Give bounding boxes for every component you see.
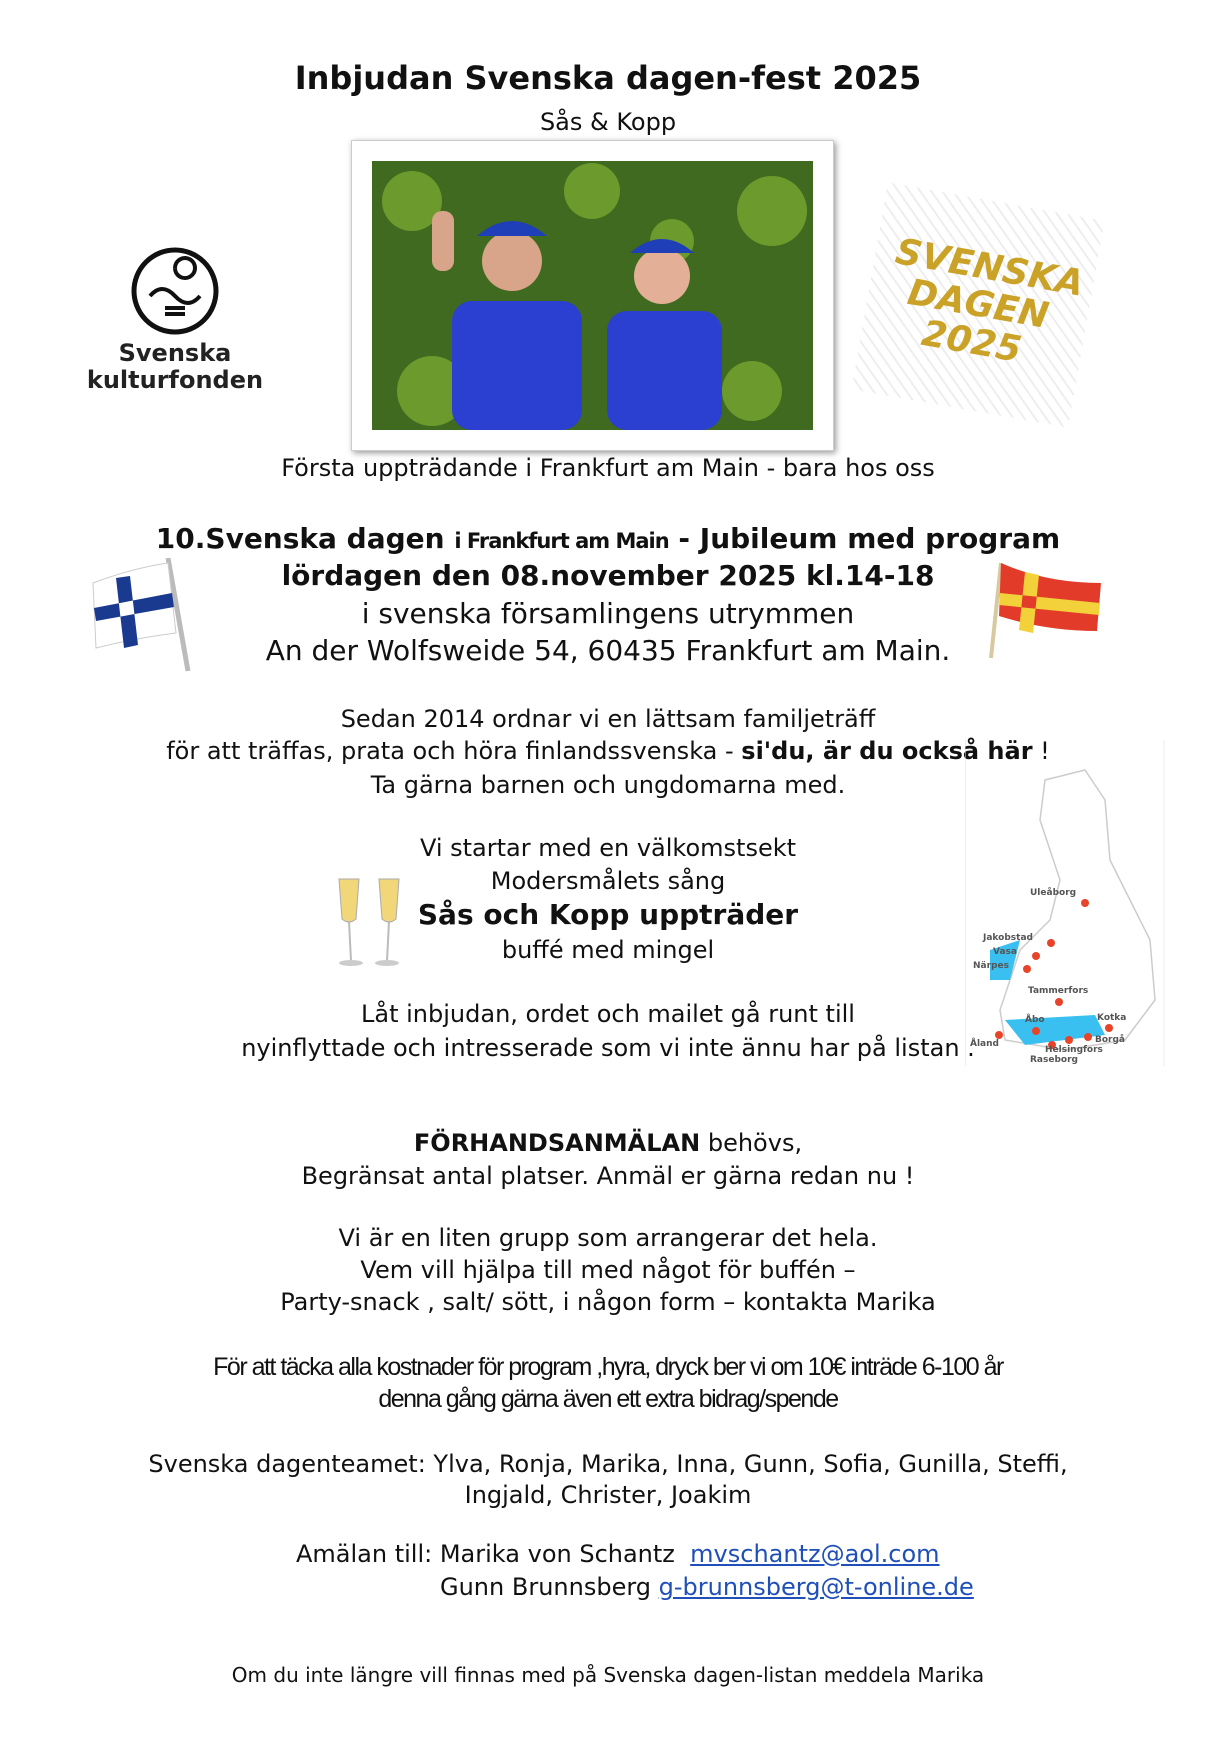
program-line: buffé med mingel xyxy=(501,936,715,964)
registration-line xyxy=(0,1127,1216,1159)
map-label: Åbo xyxy=(1025,1015,1045,1025)
map-label: Jakobstad xyxy=(983,933,1033,943)
kulturfonden-emblem-icon xyxy=(130,246,220,336)
program-line: Modersmålets sång xyxy=(490,867,726,895)
map-label: Kotka xyxy=(1097,1013,1127,1023)
page-title: Inbjudan Svenska dagen-fest 2025 xyxy=(294,59,922,97)
registration-required: FÖRHANDSANMÄLAN xyxy=(413,1129,701,1157)
intro-text: för att träffas, prata och höra finlandssvenska - xyxy=(166,737,742,765)
event-number: 10.Svenska dagen xyxy=(155,522,455,555)
first-appearance-text: Första uppträdande i Frankfurt am Main - bara hos oss xyxy=(281,454,935,482)
share-line: nyinflyttade och intresserade som vi inte ännu har på listan . xyxy=(241,1034,975,1062)
contact-line-1 xyxy=(296,1538,940,1570)
map-label: Raseborg xyxy=(1030,1055,1078,1065)
footer-note: Om du inte längre vill finnas med på Svenska dagen-listan meddela Marika xyxy=(231,1663,985,1687)
registration-line: Begränsat antal platser. Anmäl er gärna redan nu ! xyxy=(301,1162,915,1190)
contact-label: Gunn Brunnsberg xyxy=(440,1573,659,1601)
help-line: Vem vill hjälpa till med något för buffén – xyxy=(360,1256,856,1284)
help-line: Vi är en liten grupp som arrangerar det hela. xyxy=(338,1224,878,1252)
svenska-dagen-logo xyxy=(851,182,1104,427)
logo-text: kulturfonden xyxy=(86,366,264,394)
map-label: Närpes xyxy=(973,961,1009,971)
event-city: i Frankfurt am Main xyxy=(454,529,669,553)
contact-label: Amälan till: Marika von Schantz xyxy=(296,1540,691,1568)
team-line: Svenska dagenteamet: Ylva, Ronja, Marika, Inna, Gunn, Sofia, Gunilla, Steffi, xyxy=(148,1450,1068,1478)
map-label: Uleåborg xyxy=(1030,888,1077,898)
photo-caption: Sås & Kopp xyxy=(539,108,677,136)
map-label: Tammerfors xyxy=(1028,986,1089,996)
event-heading xyxy=(0,521,1216,559)
intro-line: Sedan 2014 ordnar vi en lättsam familjeträff xyxy=(340,705,876,733)
registration-text: behövs, xyxy=(700,1129,803,1157)
map-label: Helsingfors xyxy=(1045,1045,1103,1055)
event-date: lördagen den 08.november 2025 kl.14-18 xyxy=(281,559,935,592)
map-label: Vasa xyxy=(993,947,1017,957)
share-line: Låt inbjudan, ordet och mailet gå runt till xyxy=(361,1000,855,1028)
costs-line: denna gång gärna även ett extra bidrag/spende xyxy=(378,1385,838,1413)
photo-sas-kopp xyxy=(351,140,834,451)
help-line: Party-snack , salt/ sött, i någon form – kontakta Marika xyxy=(280,1288,936,1316)
email-link-marika[interactable]: mvschantz@aol.com xyxy=(690,1540,940,1568)
logo-text: SVENSKA DAGEN 2025 xyxy=(892,231,1087,371)
costs-line: För att täcka alla kostnader för program ,hyra, dryck ber vi om 10€ inträde 6-100 år xyxy=(213,1353,1003,1381)
logo-text: Svenska xyxy=(118,339,232,367)
event-address: An der Wolfsweide 54, 60435 Frankfurt am Main. xyxy=(265,634,951,667)
intro-exclaim: ! xyxy=(1032,737,1050,765)
intro-bold: si'du, är du också här xyxy=(741,737,1033,765)
svenska-kulturfonden-logo xyxy=(80,246,270,394)
map-label: Borgå xyxy=(1095,1035,1125,1045)
contact-line-2 xyxy=(440,1571,974,1603)
program-highlight: Sås och Kopp uppträder xyxy=(417,898,799,931)
email-link-gunn[interactable]: g-brunnsberg@t-online.de xyxy=(658,1573,974,1601)
intro-line: Ta gärna barnen och ungdomarna med. xyxy=(370,771,846,799)
event-jubilee: - Jubileum med program xyxy=(668,522,1061,555)
map-label: Åland xyxy=(970,1039,999,1049)
team-line: Ingjald, Christer, Joakim xyxy=(464,1481,752,1509)
event-venue: i svenska församlingens utrymmen xyxy=(361,597,855,630)
program-line: Vi startar med en välkomstsekt xyxy=(419,834,797,862)
